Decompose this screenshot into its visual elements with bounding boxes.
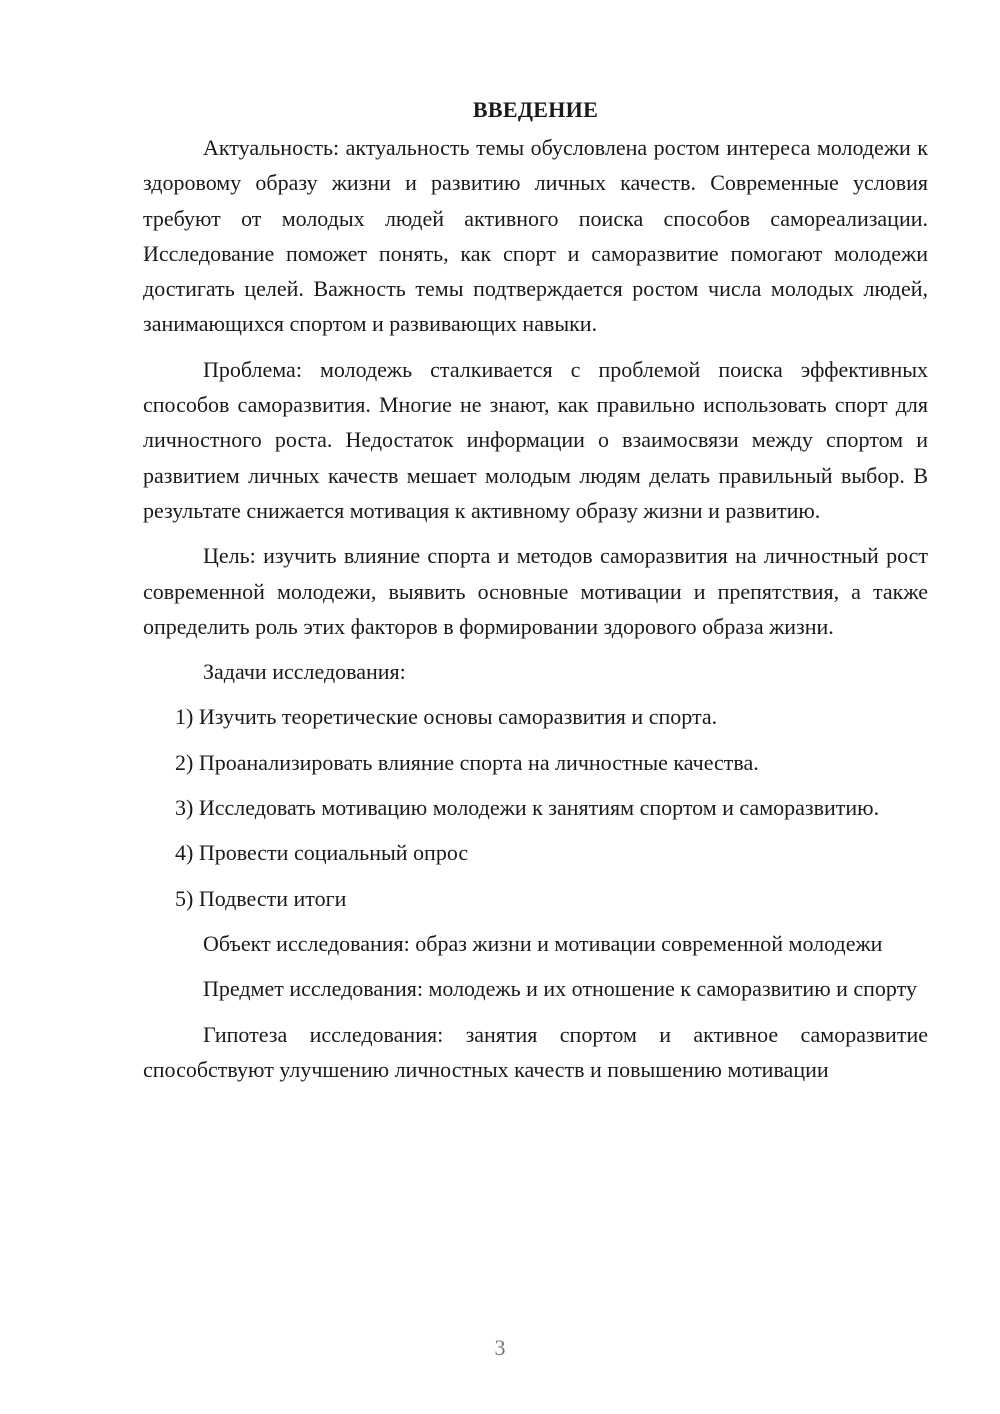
task-item-1: 1) Изучить теоретические основы саморазвития и спорта. bbox=[175, 704, 718, 730]
tasks-heading: Задачи исследования: bbox=[203, 659, 406, 685]
paragraph-object: Объект исследования: образ жизни и мотивации современной молодежи bbox=[203, 930, 883, 956]
paragraph-hypothesis: Гипотеза исследования: занятия спортом и активное саморазвитие способствуют улучшению личностных качеств и повышению мотивации bbox=[143, 1021, 928, 1082]
task-item-2: 2) Проанализировать влияние спорта на личностные качества. bbox=[175, 749, 759, 775]
task-item-5: 5) Подвести итоги bbox=[175, 885, 347, 911]
paragraph-goal: Цель: изучить влияние спорта и методов саморазвития на личностный рост современной молодежи, выявить основные мотивации и препятствия, а также определить роль этих факторов в формировании здорового образа жизни. bbox=[143, 543, 928, 639]
paragraph-subject: Предмет исследования: молодежь и их отношение к саморазвитию и спорту bbox=[203, 976, 917, 1002]
paragraph-actuality: Актуальность: актуальность темы обусловлена ростом интереса молодежи к здоровому образу жизни и развитию личных качеств. Современные условия требуют от молодых людей активного поиска способов самореализации. Исследование поможет понять, как спорт и саморазвитие помогают молодежи достигать целей. Важность темы подтверждается ростом числа молодых людей, занимающихся спортом и развивающих навыки. bbox=[143, 135, 928, 337]
document-page bbox=[143, 95, 928, 1097]
task-item-3: 3) Исследовать мотивацию молодежи к занятиям спортом и саморазвитию. bbox=[175, 795, 880, 821]
task-item-4: 4) Провести социальный опрос bbox=[175, 840, 469, 866]
paragraph-problem: Проблема: молодежь сталкивается с проблемой поиска эффективных способов саморазвития. Многие не знают, как правильно использовать спорт для личностного роста. Недостаток информации о взаимосвязи между спортом и развитием личных качеств мешает молодым людям делать правильный выбор. В результате снижается мотивация к активному образу жизни и развитию. bbox=[143, 356, 928, 523]
page-number: 3 bbox=[494, 1335, 506, 1360]
section-title: ВВЕДЕНИЕ bbox=[472, 97, 599, 122]
